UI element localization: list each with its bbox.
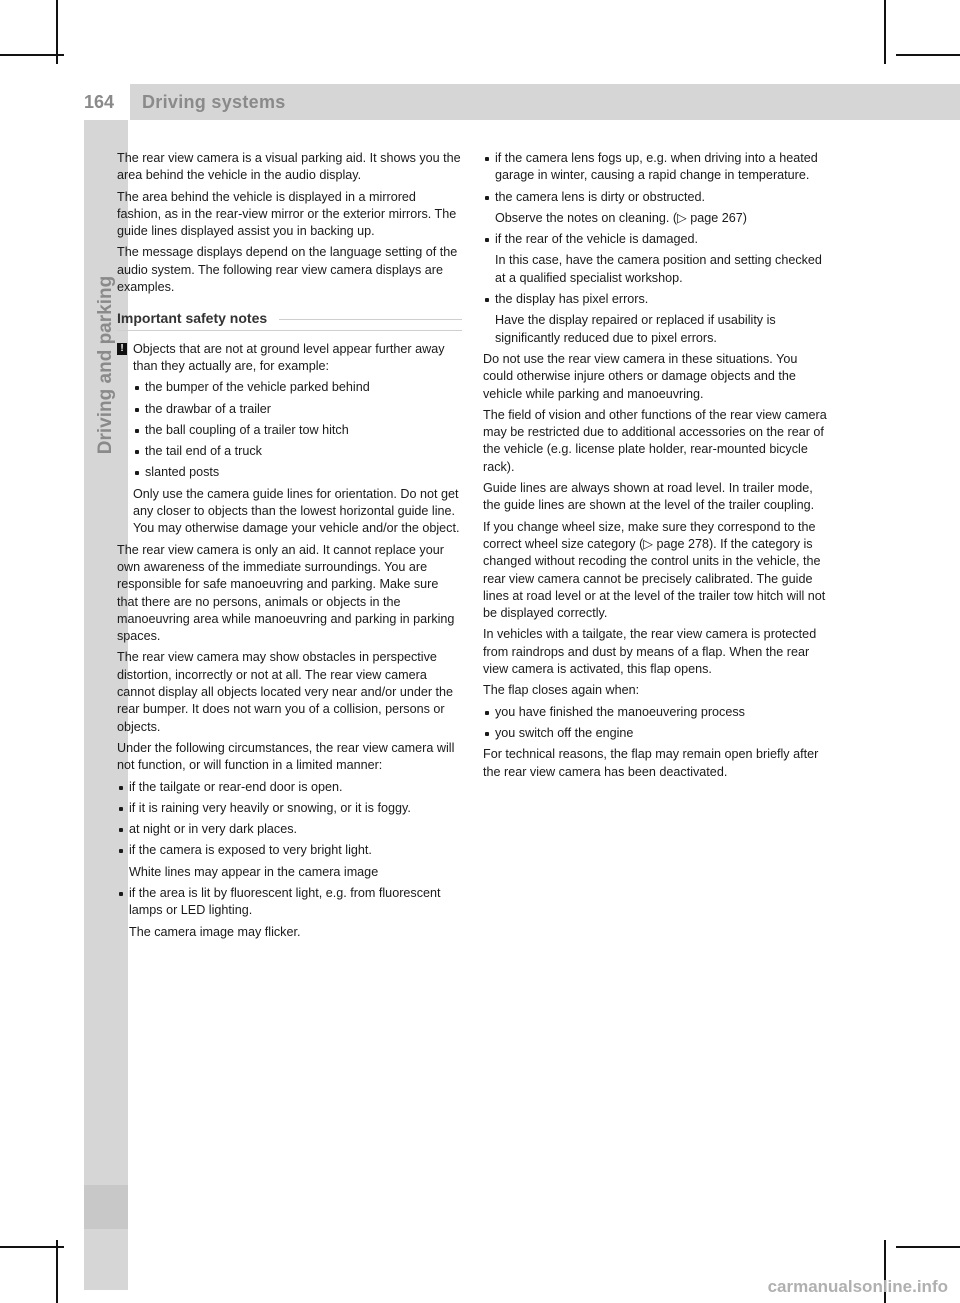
list-item: the display has pixel errors. (483, 291, 828, 308)
body-paragraph: Guide lines are always shown at road level. In trailer mode, the guide lines are shown at the level of the trailer coupling. (483, 481, 815, 513)
crop-mark (56, 1240, 58, 1303)
page-number: 164 (84, 92, 115, 112)
list-item: if the rear of the vehicle is damaged. (483, 231, 828, 248)
left-column (117, 150, 462, 945)
page-title: Driving systems (142, 92, 286, 112)
list-item: if the area is lit by fluorescent light, e.g. from fluorescent lamps or LED lighting. (117, 885, 462, 920)
heading-rule (279, 319, 462, 320)
list-item: slanted posts (133, 464, 462, 481)
body-paragraph: Under the following circumstances, the rear view camera will not function, or will function in a limited manner: (117, 740, 455, 773)
conditions-list (483, 231, 828, 248)
body-paragraph: If you change wheel size, make sure they correspond to the correct wheel size category (▷ page 278). If the category is changed without recoding the control units in the vehicle, the rear view camera cannot be precisely calibrated. The guide lines at road level or at the level of the trailer tow hitch will not be displayed correctly. (483, 519, 826, 621)
condition-note: White lines may appear in the camera image (129, 864, 379, 879)
crop-mark (896, 1246, 960, 1248)
header-divider (128, 84, 130, 120)
safety-heading (117, 310, 462, 330)
warning-list (133, 379, 462, 481)
crop-mark (0, 54, 64, 56)
intro-paragraph: The rear view camera is a visual parking aid. It shows you the area behind the vehicle in the audio display. (117, 151, 461, 183)
crop-mark (884, 0, 886, 64)
watermark: carmanualsonline.info (767, 1277, 948, 1296)
right-column (483, 150, 828, 785)
crop-mark (896, 54, 960, 56)
condition-note: In this case, have the camera position and setting checked at a qualified specialist workshop. (495, 253, 822, 285)
warning-icon: ! (117, 343, 127, 355)
list-item: if it is raining very heavily or snowing, or it is foggy. (117, 800, 462, 817)
intro-paragraph: The message displays depend on the language setting of the audio system. The following rear view camera displays are examples. (117, 245, 458, 295)
section-marker (84, 1185, 128, 1229)
list-item: the camera lens is dirty or obstructed. (483, 189, 828, 206)
conditions-list (483, 150, 828, 206)
list-item: the tail end of a truck (133, 443, 462, 460)
warning-block (117, 341, 462, 376)
conditions-list (117, 885, 462, 920)
conditions-list (483, 291, 828, 308)
condition-note: The camera image may flicker. (129, 924, 301, 939)
warning-text: Objects that are not at ground level appear further away than they actually are, for example: (133, 341, 445, 373)
list-item: you switch off the engine (483, 725, 828, 742)
list-item: the ball coupling of a trailer tow hitch (133, 422, 462, 439)
body-paragraph: In vehicles with a tailgate, the rear view camera is protected from raindrops and dust by means of a flap. When the rear view camera is activated, this flap opens. (483, 627, 817, 677)
safety-heading-text: Important safety notes (117, 310, 268, 327)
body-paragraph: For technical reasons, the flap may remain open briefly after the rear view camera has been deactivated. (483, 747, 819, 779)
list-item: the drawbar of a trailer (133, 401, 462, 418)
list-item: if the camera is exposed to very bright light. (117, 842, 462, 859)
conditions-list (117, 779, 462, 860)
body-paragraph: The rear view camera is only an aid. It cannot replace your own awareness of the immediate surroundings. You are responsible for safe manoeuvring and parking. Make sure that there are no persons, animals or objects in the manoeuvring area while manoeuvring and parking in parking spaces. (117, 542, 455, 644)
body-paragraph: The rear view camera may show obstacles in perspective distortion, incorrectly or not at all. The rear view camera cannot display all objects located very near and/or under the rear bumper. It does not warn you of a collision, persons or objects. (117, 650, 454, 734)
flap-list (483, 704, 828, 743)
list-item: if the tailgate or rear-end door is open. (117, 779, 462, 796)
list-item: at night or in very dark places. (117, 821, 462, 838)
crop-mark (0, 1246, 64, 1248)
body-paragraph: The field of vision and other functions of the rear view camera may be restricted due to additional accessories on the rear of the vehicle (e.g. license plate holder, rear-mounted bicycle rack). (483, 407, 827, 474)
list-item: if the camera lens fogs up, e.g. when driving into a heated garage in winter, causing a rapid change in temperature. (483, 150, 828, 185)
side-label-text: Driving and parking (95, 275, 116, 455)
warning-closing: Only use the camera guide lines for orientation. Do not get any closer to objects than the lowest horizontal guide line. You may otherwise damage your vehicle and/or the object. (133, 486, 460, 536)
condition-note: Have the display repaired or replaced if usability is significantly reduced due to pixel errors. (495, 313, 776, 345)
condition-note: Observe the notes on cleaning. (▷ page 267) (495, 210, 747, 225)
body-paragraph: Do not use the rear view camera in these situations. You could otherwise injure others or damage objects and the vehicle while parking and manoeuvring. (483, 351, 798, 401)
list-item: you have finished the manoeuvering process (483, 704, 828, 721)
body-paragraph: The flap closes again when: (483, 683, 640, 698)
list-item: the bumper of the vehicle parked behind (133, 379, 462, 396)
intro-paragraph: The area behind the vehicle is displayed in a mirrored fashion, as in the rear-view mirror or the exterior mirrors. The guide lines displayed assist you in backing up. (117, 189, 457, 239)
